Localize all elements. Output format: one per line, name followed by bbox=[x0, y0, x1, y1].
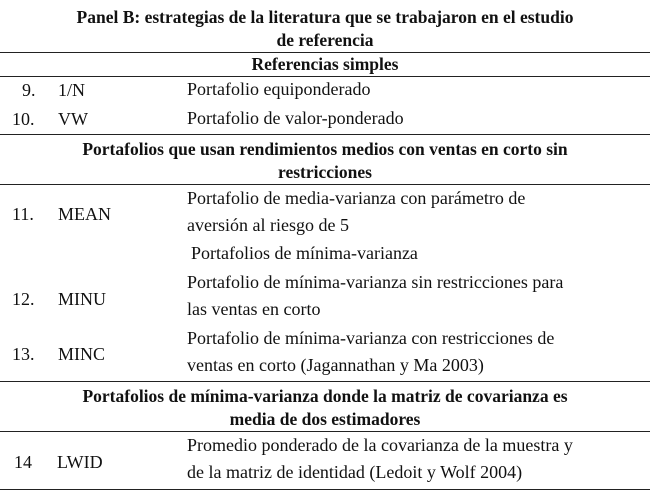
panel-title-line-2: de referencia bbox=[276, 30, 374, 50]
strategy-description-cont: ventas en corto (Jagannathan y Ma 2003) bbox=[187, 355, 484, 375]
section-heading-simple-references: Referencias simples bbox=[251, 54, 399, 74]
section-heading-covariance-line-1: Portafolios de mínima-varianza donde la matriz de covarianza es bbox=[82, 386, 568, 406]
section-heading-mean-returns-line-1: Portafolios que usan rendimientos medios con ventas en corto sin bbox=[82, 139, 568, 159]
strategy-code: LWID bbox=[57, 452, 103, 472]
strategy-code: 1/N bbox=[58, 80, 85, 100]
row-number: 9. bbox=[22, 80, 36, 100]
strategy-description: Portafolio de mínima-varianza sin restricciones para bbox=[187, 272, 564, 292]
strategy-description-cont: aversión al riesgo de 5 bbox=[187, 215, 349, 235]
divider bbox=[0, 381, 650, 382]
strategy-code: MINC bbox=[58, 344, 106, 364]
strategy-description-cont: las ventas en corto bbox=[187, 299, 321, 319]
row-number: 13. bbox=[12, 344, 35, 364]
strategy-description: Promedio ponderado de la covarianza de la muestra y bbox=[187, 435, 573, 455]
subheading-min-variance: Portafolios de mínima-varianza bbox=[191, 243, 418, 263]
row-number: 12. bbox=[12, 289, 35, 309]
divider bbox=[0, 134, 650, 135]
panel-title-line-1: Panel B: estrategias de la literatura que se trabajaron en el estudio bbox=[76, 7, 574, 27]
row-number: 14 bbox=[14, 452, 32, 472]
section-heading-mean-returns-line-2: restricciones bbox=[278, 162, 372, 182]
section-heading-covariance-line-2: media de dos estimadores bbox=[229, 409, 421, 429]
strategy-code: MEAN bbox=[58, 204, 111, 224]
strategy-description: Portafolio de media-varianza con parámetro de bbox=[187, 188, 526, 208]
strategy-description: Portafolio de valor-ponderado bbox=[187, 108, 404, 128]
divider bbox=[0, 489, 650, 490]
strategy-code: MINU bbox=[58, 289, 106, 309]
strategy-code: VW bbox=[58, 109, 88, 129]
strategy-description: Portafolio equiponderado bbox=[187, 79, 371, 99]
row-number: 10. bbox=[12, 109, 35, 129]
row-number: 11. bbox=[12, 204, 34, 224]
strategy-description-cont: de la matriz de identidad (Ledoit y Wolf 2004) bbox=[187, 462, 523, 482]
strategy-description: Portafolio de mínima-varianza con restricciones de bbox=[187, 328, 555, 348]
